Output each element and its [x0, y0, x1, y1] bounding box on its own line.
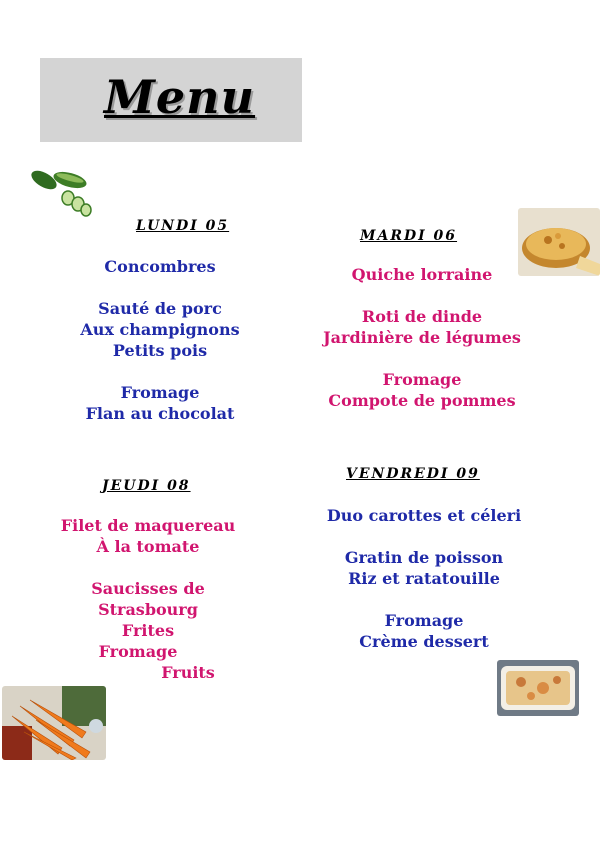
- dish-line: Gratin de poisson: [344, 548, 504, 567]
- day-heading-vendredi: VENDREDI 09: [346, 466, 480, 482]
- dish-line: Frites: [121, 621, 175, 640]
- dish-line: À la tomate: [96, 537, 200, 556]
- cucumber-image: [24, 164, 92, 222]
- dish-line: Compote de pommes: [328, 391, 516, 410]
- gratin-image: [497, 660, 579, 716]
- dish-line: Roti de dinde: [361, 307, 483, 326]
- dish-line: Saucisses de: [91, 579, 205, 598]
- day-block-mardi: [310, 264, 534, 411]
- day-block-lundi: [60, 256, 260, 424]
- dish-line: Fruits: [161, 663, 215, 682]
- dish-line: Aux champignons: [80, 320, 240, 339]
- dish-line: [50, 557, 246, 578]
- dish-line: Flan au chocolat: [85, 404, 235, 423]
- dish-line: Sauté de porc: [98, 299, 222, 318]
- page-title: Menu: [104, 70, 256, 124]
- dish-line: Duo carottes et céleri: [326, 506, 522, 525]
- dish-line: Concombres: [104, 257, 216, 276]
- day-block-jeudi: [50, 515, 246, 683]
- day-heading-lundi: LUNDI 05: [136, 218, 230, 234]
- dish-line: Fromage: [120, 383, 200, 402]
- dish-line: Petits pois: [112, 341, 208, 360]
- dish-line: [318, 526, 530, 547]
- dish-line: [310, 285, 534, 306]
- day-heading-jeudi: JEUDI 08: [102, 478, 191, 494]
- dish-line: [60, 277, 260, 298]
- day-heading-mardi: MARDI 06: [360, 228, 458, 244]
- carrots-image: [2, 686, 106, 760]
- dish-line: [60, 361, 260, 382]
- dish-line: [318, 589, 530, 610]
- dish-line: Strasbourg: [98, 600, 198, 619]
- dish-line: Crème dessert: [359, 632, 489, 651]
- dish-line: Fromage: [98, 642, 178, 661]
- dish-line: Riz et ratatouille: [348, 569, 500, 588]
- month-wordart: [330, 80, 550, 200]
- dish-line: Jardinière de légumes: [323, 328, 521, 347]
- dish-line: Filet de maquereau: [60, 516, 236, 535]
- dish-line: [310, 348, 534, 369]
- dish-line: Fromage: [382, 370, 462, 389]
- dish-line: Fromage: [384, 611, 464, 630]
- dish-line: Quiche lorraine: [351, 265, 493, 284]
- day-block-vendredi: [318, 505, 530, 652]
